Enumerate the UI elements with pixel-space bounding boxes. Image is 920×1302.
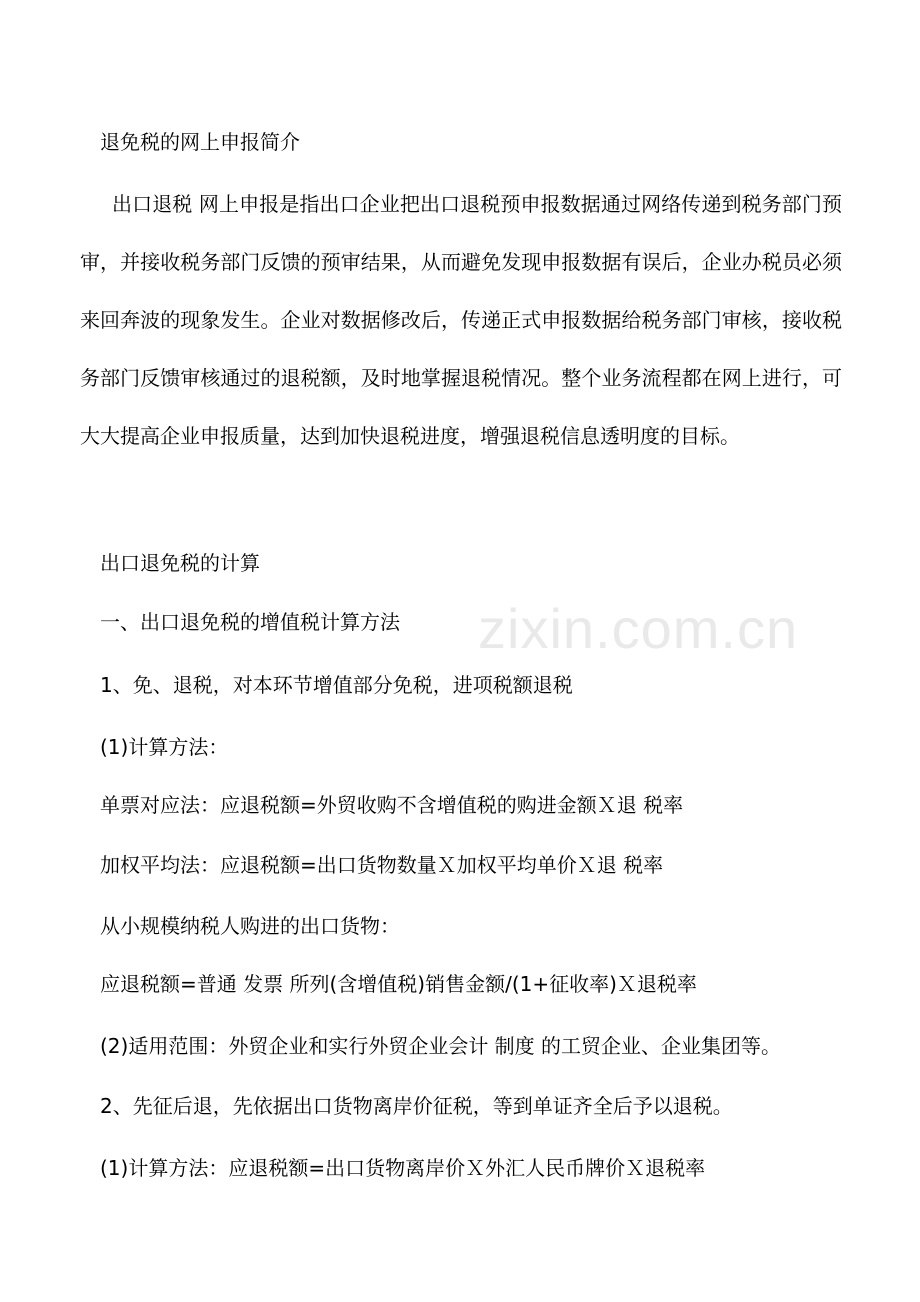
- section-heading-calculation: 出口退免税的计算: [100, 551, 260, 575]
- formula-weighted-average: 加权平均法：应退税额=出口货物数量Ｘ加权平均单价Ｘ退 税率: [100, 853, 664, 877]
- document-title: 退免税的网上申报简介: [100, 130, 300, 154]
- item-calc-method-label: (1)计算方法：: [100, 735, 229, 759]
- item-exempt-refund: 1、免、退税，对本环节增值部分免税，进项税额退税: [100, 673, 573, 697]
- formula-single-ticket: 单票对应法：应退税额=外贸收购不含增值税的购进金额Ｘ退 税率: [100, 793, 684, 817]
- small-scale-taxpayer-note: 从小规模纳税人购进的出口货物：: [100, 914, 400, 938]
- intro-paragraph: 出口退税 网上申报是指出口企业把出口退税预申报数据通过网络传递到税务部门预审，并接收税务部门反馈的预审结果，从而避免发现申报数据有误后，企业办税员必须来回奔波的现象发生。企业对数据修改后，传递正式申报数据给税务部门审核，接收税务部门反馈审核通过的退税额，及时地掌握退税情况。整个业务流程都在网上进行，可大大提高企业申报质量，达到加快退税进度，增强退税信息透明度的目标。: [80, 192, 842, 448]
- watermark: zixin.com.cn: [478, 597, 799, 660]
- item-levy-then-refund: 2、先征后退，先依据出口货物离岸价征税，等到单证齐全后予以退税。: [100, 1094, 733, 1118]
- applicable-scope: (2)适用范围：外贸企业和实行外贸企业会计 制度 的工贸企业、企业集团等。: [100, 1034, 782, 1058]
- formula-small-scale: 应退税额=普通 发票 所列(含增值税)销售金额/(1+征收率)Ｘ退税率: [100, 972, 697, 996]
- section-heading-vat-method: 一、出口退免税的增值税计算方法: [100, 610, 400, 634]
- formula-fob: (1)计算方法：应退税额=出口货物离岸价Ｘ外汇人民币牌价Ｘ退税率: [100, 1156, 706, 1180]
